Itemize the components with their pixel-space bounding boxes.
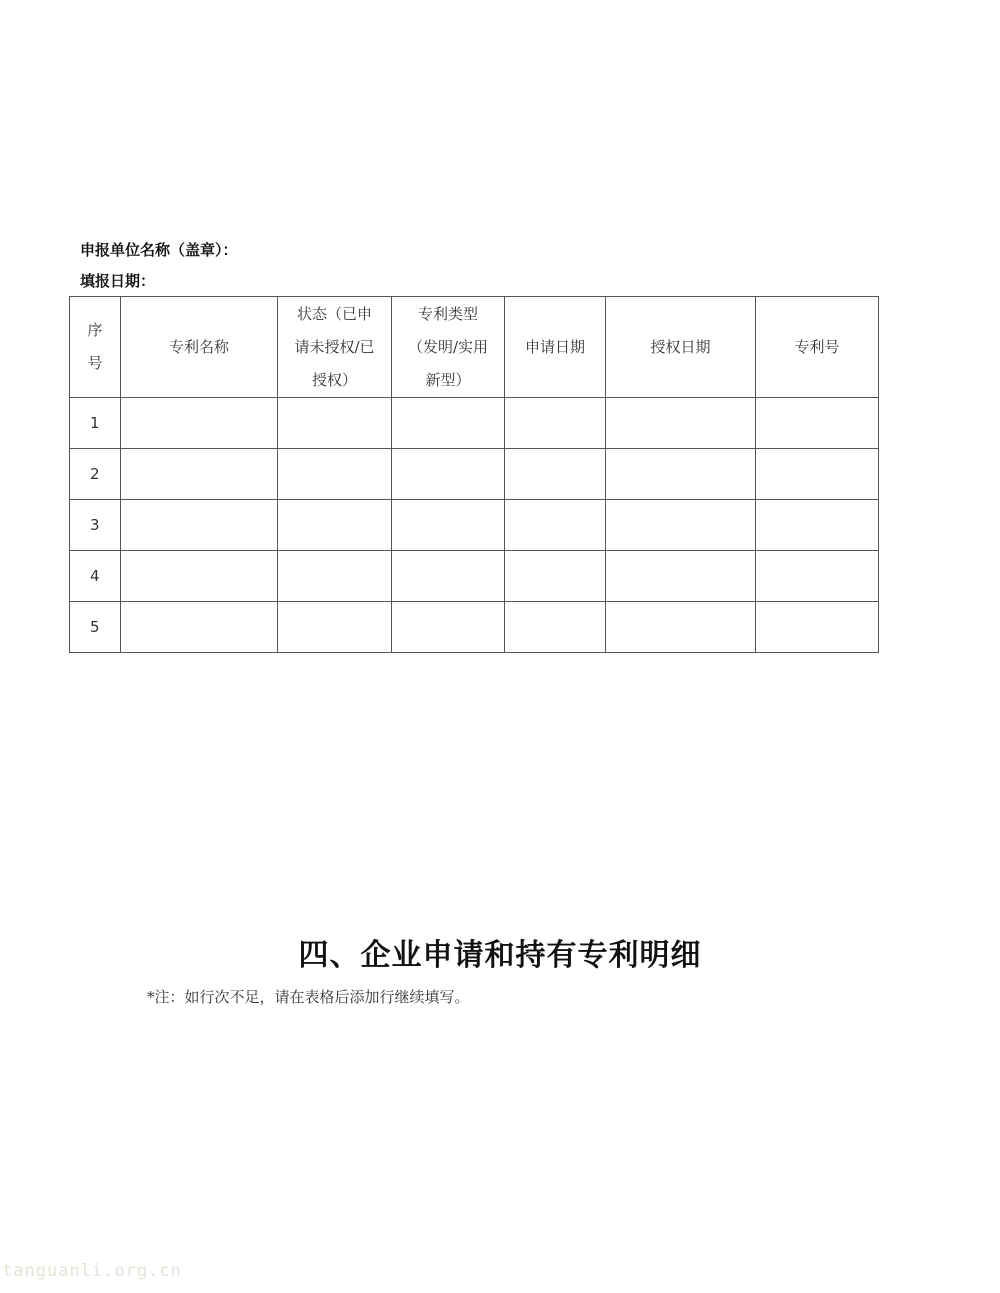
header-index	[70, 297, 121, 398]
header-line: 专利类型	[417, 304, 478, 323]
row-index: 1	[70, 398, 121, 449]
row-index: 5	[70, 602, 121, 653]
cell-patent-name[interactable]	[121, 500, 278, 551]
header-line: 号	[87, 354, 103, 372]
cell-patent-number[interactable]	[756, 551, 879, 602]
header-patent-name	[121, 297, 278, 398]
header-apply-date	[505, 297, 606, 398]
cell-grant-date[interactable]	[606, 551, 756, 602]
patent-table	[69, 296, 879, 653]
cell-status[interactable]	[278, 398, 392, 449]
cell-grant-date[interactable]	[606, 398, 756, 449]
header-line: 专利号	[794, 337, 840, 356]
cell-patent-type[interactable]	[392, 500, 505, 551]
header-line: 授权日期	[650, 337, 711, 356]
header-line: 请未授权/已	[294, 337, 375, 356]
header-grant-date	[606, 297, 756, 398]
cell-patent-type[interactable]	[392, 602, 505, 653]
row-index: 2	[70, 449, 121, 500]
table-row	[70, 500, 879, 551]
cell-patent-number[interactable]	[756, 602, 879, 653]
table-row	[70, 398, 879, 449]
header-line: 新型）	[425, 370, 471, 389]
table-row	[70, 602, 879, 653]
cell-grant-date[interactable]	[606, 500, 756, 551]
table-row	[70, 551, 879, 602]
header-line: 授权）	[311, 370, 357, 389]
header-line: 序	[87, 321, 103, 339]
cell-grant-date[interactable]	[606, 449, 756, 500]
cell-patent-type[interactable]	[392, 398, 505, 449]
row-index: 4	[70, 551, 121, 602]
cell-patent-name[interactable]	[121, 551, 278, 602]
watermark: tanguanli.org.cn	[2, 1261, 182, 1281]
cell-grant-date[interactable]	[606, 602, 756, 653]
cell-status[interactable]	[278, 449, 392, 500]
cell-apply-date[interactable]	[505, 398, 606, 449]
section-title: 四、企业申请和持有专利明细	[298, 938, 702, 973]
cell-status[interactable]	[278, 500, 392, 551]
fill-note: *注：如行次不足，请在表格后添加行继续填写。	[147, 988, 470, 1006]
cell-patent-name[interactable]	[121, 602, 278, 653]
header-status	[278, 297, 392, 398]
fill-date-label: 填报日期：	[80, 272, 156, 290]
cell-apply-date[interactable]	[505, 500, 606, 551]
cell-status[interactable]	[278, 551, 392, 602]
cell-patent-type[interactable]	[392, 551, 505, 602]
cell-patent-number[interactable]	[756, 500, 879, 551]
cell-patent-number[interactable]	[756, 398, 879, 449]
cell-status[interactable]	[278, 602, 392, 653]
cell-apply-date[interactable]	[505, 449, 606, 500]
table-header-row	[70, 297, 879, 398]
cell-patent-type[interactable]	[392, 449, 505, 500]
header-patent-type	[392, 297, 505, 398]
row-index: 3	[70, 500, 121, 551]
header-line: 专利名称	[168, 337, 229, 356]
header-patent-number	[756, 297, 879, 398]
cell-apply-date[interactable]	[505, 602, 606, 653]
header-line: 申请日期	[524, 337, 585, 356]
header-line: 状态（已申	[296, 304, 372, 323]
cell-apply-date[interactable]	[505, 551, 606, 602]
applicant-unit-label: 申报单位名称（盖章）：	[80, 241, 238, 259]
cell-patent-name[interactable]	[121, 449, 278, 500]
table-row	[70, 449, 879, 500]
cell-patent-name[interactable]	[121, 398, 278, 449]
header-line: （发明/实用	[407, 337, 489, 356]
cell-patent-number[interactable]	[756, 449, 879, 500]
